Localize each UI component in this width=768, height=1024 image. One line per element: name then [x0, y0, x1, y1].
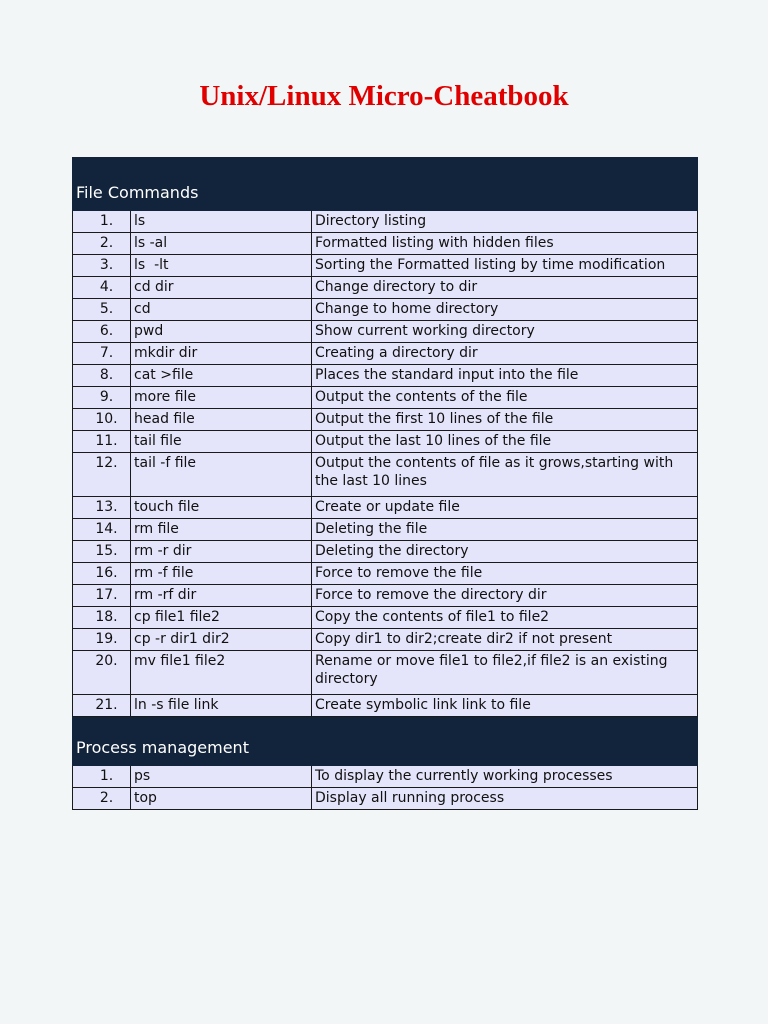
row-description: Output the contents of the file — [312, 387, 698, 409]
row-command: more file — [131, 387, 312, 409]
row-description: Change directory to dir — [312, 277, 698, 299]
row-number: 20. — [73, 651, 131, 695]
row-command: rm -rf dir — [131, 585, 312, 607]
section-header-process-management — [73, 717, 698, 766]
row-number: 7. — [73, 343, 131, 365]
row-number: 8. — [73, 365, 131, 387]
row-command: ls -lt — [131, 255, 312, 277]
table-row — [73, 766, 698, 788]
table-row — [73, 299, 698, 321]
row-command: tail file — [131, 431, 312, 453]
row-command: cd — [131, 299, 312, 321]
row-command: touch file — [131, 497, 312, 519]
table-row — [73, 563, 698, 585]
row-number: 5. — [73, 299, 131, 321]
page-title: Unix/Linux Micro-Cheatbook — [199, 80, 569, 112]
table-row — [73, 497, 698, 519]
table-row — [73, 695, 698, 717]
row-command: rm -f file — [131, 563, 312, 585]
row-number: 3. — [73, 255, 131, 277]
row-command: rm -r dir — [131, 541, 312, 563]
row-command: ls -al — [131, 233, 312, 255]
row-number: 2. — [73, 233, 131, 255]
row-command: head file — [131, 409, 312, 431]
table-row — [73, 277, 698, 299]
row-number: 14. — [73, 519, 131, 541]
table-row — [73, 431, 698, 453]
section-header-file-commands — [73, 158, 698, 211]
row-number: 4. — [73, 277, 131, 299]
row-description: Force to remove the file — [312, 563, 698, 585]
table-row — [73, 453, 698, 497]
row-command: ps — [131, 766, 312, 788]
row-number: 13. — [73, 497, 131, 519]
table-row — [73, 629, 698, 651]
row-description: Output the first 10 lines of the file — [312, 409, 698, 431]
row-number: 12. — [73, 453, 131, 497]
row-description: Creating a directory dir — [312, 343, 698, 365]
row-command: tail -f file — [131, 453, 312, 497]
table-row — [73, 365, 698, 387]
row-description: Output the contents of file as it grows,starting with the last 10 lines — [312, 453, 698, 497]
row-command: cp -r dir1 dir2 — [131, 629, 312, 651]
table-row — [73, 541, 698, 563]
row-number: 1. — [73, 766, 131, 788]
row-description: Directory listing — [312, 211, 698, 233]
row-description: Change to home directory — [312, 299, 698, 321]
row-command: mv file1 file2 — [131, 651, 312, 695]
row-description: Deleting the directory — [312, 541, 698, 563]
row-command: cp file1 file2 — [131, 607, 312, 629]
table-row — [73, 211, 698, 233]
row-number: 11. — [73, 431, 131, 453]
row-command: cd dir — [131, 277, 312, 299]
row-description: Force to remove the directory dir — [312, 585, 698, 607]
row-command: ls — [131, 211, 312, 233]
row-number: 6. — [73, 321, 131, 343]
row-command: cat >file — [131, 365, 312, 387]
row-command: top — [131, 788, 312, 810]
table-row — [73, 233, 698, 255]
table-row — [73, 607, 698, 629]
row-number: 10. — [73, 409, 131, 431]
table-row — [73, 321, 698, 343]
row-number: 1. — [73, 211, 131, 233]
row-description: Places the standard input into the file — [312, 365, 698, 387]
row-number: 16. — [73, 563, 131, 585]
cheat-table — [72, 157, 698, 810]
table-row — [73, 788, 698, 810]
row-description: Rename or move file1 to file2,if file2 is an existing directory — [312, 651, 698, 695]
table-row — [73, 343, 698, 365]
table-row — [73, 387, 698, 409]
row-command: ln -s file link — [131, 695, 312, 717]
row-number: 19. — [73, 629, 131, 651]
row-description: Formatted listing with hidden files — [312, 233, 698, 255]
row-command: mkdir dir — [131, 343, 312, 365]
section-heading: Process management — [73, 717, 698, 766]
row-description: Sorting the Formatted listing by time modification — [312, 255, 698, 277]
row-number: 2. — [73, 788, 131, 810]
row-number: 9. — [73, 387, 131, 409]
row-number: 18. — [73, 607, 131, 629]
table-row — [73, 519, 698, 541]
table-row — [73, 651, 698, 695]
row-command: rm file — [131, 519, 312, 541]
row-description: Deleting the file — [312, 519, 698, 541]
row-description: Copy dir1 to dir2;create dir2 if not present — [312, 629, 698, 651]
table-row — [73, 585, 698, 607]
row-command: pwd — [131, 321, 312, 343]
row-description: To display the currently working processes — [312, 766, 698, 788]
row-description: Output the last 10 lines of the file — [312, 431, 698, 453]
row-number: 15. — [73, 541, 131, 563]
row-description: Display all running process — [312, 788, 698, 810]
row-description: Show current working directory — [312, 321, 698, 343]
section-heading: File Commands — [73, 158, 698, 211]
row-description: Create symbolic link link to file — [312, 695, 698, 717]
table-row — [73, 409, 698, 431]
row-number: 17. — [73, 585, 131, 607]
row-number: 21. — [73, 695, 131, 717]
table-row — [73, 255, 698, 277]
row-description: Create or update file — [312, 497, 698, 519]
row-description: Copy the contents of file1 to file2 — [312, 607, 698, 629]
